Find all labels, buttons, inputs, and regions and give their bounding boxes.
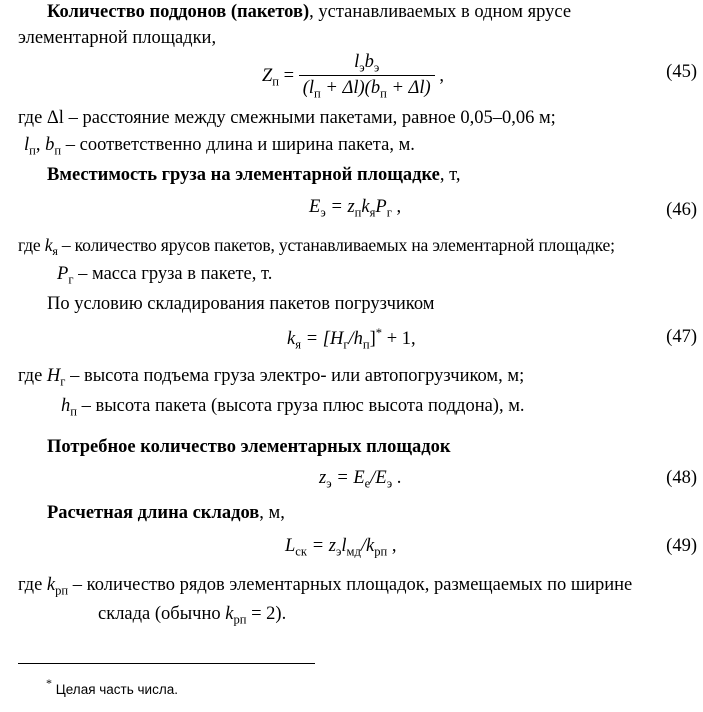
heading-capacity: Вместимость груза на элементарной площадке (47, 165, 440, 185)
equation-48: $z_э = E_е/E_э$ . (319, 468, 402, 491)
equation-45: $Z_п$ = $\frac{l_эb_э}{(l_п + \Delta l)(b_п + \Delta l)}$ , (262, 52, 444, 101)
equation-number-47: (47) (666, 327, 697, 347)
footnote (46, 676, 178, 697)
where-lp-bp: $l_п$, $b_п$ – соответственно длина и ширина пакета, м. (24, 135, 415, 158)
paragraph-pallet-count: Количество поддонов (пакетов), устанавливаемых в одном ярусе (47, 2, 572, 22)
where-h-g: где $H_г$ – высота подъема груза электро- или автопогрузчиком, м; (18, 366, 525, 389)
where-k-ya: где $k_я$ – количество ярусов пакетов, устанавливаемых на элементарной площадке; (18, 235, 615, 259)
equation-46: $E_э = z_пk_яP_г$ , (309, 197, 402, 220)
where-p-g: $P_г$ – масса груза в пакете, т. (57, 264, 273, 287)
equation-number-48: (48) (666, 468, 697, 488)
where-k-rp: где $k_{рп}$ – количество рядов элементарных площадок, размещаемых по ширине (18, 575, 633, 598)
equation-number-46: (46) (666, 200, 697, 220)
heading-pallet-count: Количество поддонов (пакетов) (47, 2, 310, 22)
footnote-star: * (46, 676, 52, 690)
where-k-rp-cont: склада (обычно $k_{рп} = 2$). (98, 604, 287, 627)
paragraph-loader-condition: По условию складирования пакетов погрузчиком (47, 294, 435, 314)
footnote-marker: * (375, 326, 383, 340)
equation-47: $k_я = [H_г/h_п]^* + 1$, (287, 326, 416, 352)
paragraph-capacity: Вместимость груза на элементарной площадке, т, (47, 165, 461, 185)
equation-49: $L_{ск} = z_эl_{мд}/k_{рп}$ , (285, 536, 397, 559)
fraction-45: $\frac{l_эb_э}{(l_п + \Delta l)(b_п + \Delta l)}$ (299, 52, 435, 102)
equation-number-49: (49) (666, 536, 697, 556)
equation-number-45: (45) (666, 62, 697, 82)
footnote-text: Целая часть числа. (55, 682, 178, 698)
paragraph-warehouse-length: Расчетная длина складов, м, (47, 503, 285, 523)
paragraph-pallet-count-cont: элементарной площадки, (18, 28, 217, 48)
heading-warehouse-length: Расчетная длина складов (47, 503, 260, 523)
heading-required-sites: Потребное количество элементарных площадок (47, 437, 451, 457)
paragraph-required-sites (47, 437, 451, 458)
footnote-rule (18, 663, 315, 664)
where-h-p: $h_п$ – высота пакета (высота груза плюс высота поддона), м. (61, 396, 525, 419)
where-delta-l: где Δl – расстояние между смежными пакетами, равное 0,05–0,06 м; (18, 108, 556, 128)
